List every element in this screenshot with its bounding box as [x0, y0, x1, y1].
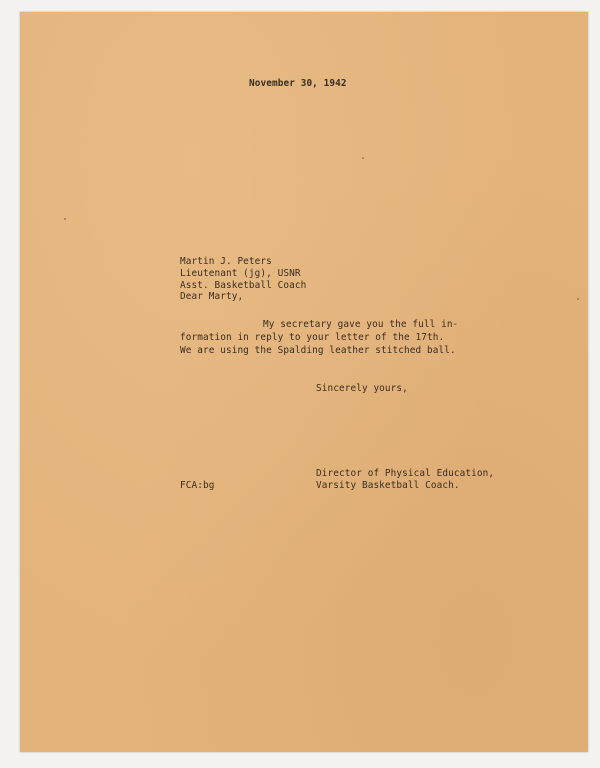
paper-speck — [64, 218, 66, 220]
recipient-title: Asst. Basketball Coach — [180, 280, 307, 291]
recipient-rank: Lieutenant (jg), USNR — [180, 268, 301, 279]
body-line-2: formation in reply to your letter of the 17th. — [180, 332, 445, 343]
recipient-name: Martin J. Peters — [180, 256, 272, 267]
signature-title-2: Varsity Basketball Coach. — [316, 480, 460, 491]
signature-title-1: Director of Physical Education, — [316, 468, 495, 479]
body-line-1: My secretary gave you the full in- — [263, 319, 459, 330]
typist-initials: FCA:bg — [180, 480, 215, 491]
letter-page — [20, 12, 588, 752]
paper-speck — [362, 157, 364, 159]
salutation: Dear Marty, — [180, 291, 244, 302]
letter-date: November 30, 1942 — [249, 78, 347, 89]
paper-speck — [577, 298, 579, 300]
body-line-3: We are using the Spalding leather stitched ball. — [180, 345, 456, 356]
closing: Sincerely yours, — [316, 383, 408, 394]
